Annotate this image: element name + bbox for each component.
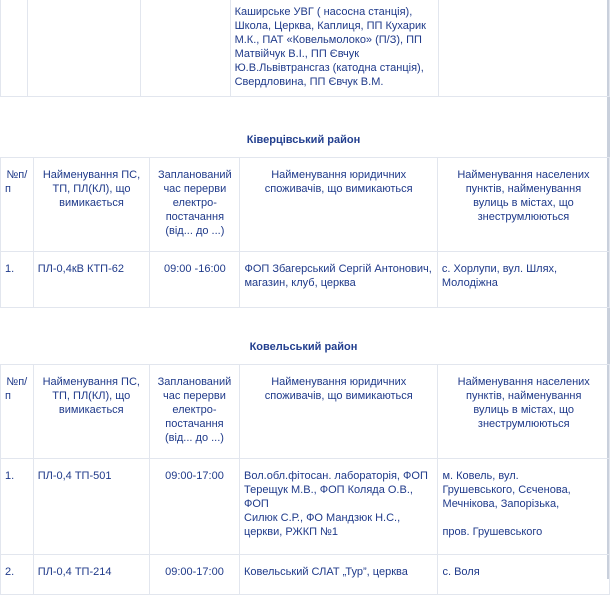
- header-num: №п/ п: [1, 158, 34, 252]
- header-num: №п/ п: [1, 365, 34, 459]
- row-consumers: Ковельський СЛАТ „Тур”, церква: [240, 555, 438, 595]
- row-name: ПЛ-0,4кВ КТП-62: [33, 252, 149, 308]
- district-title: Ківерцівський район: [246, 134, 361, 146]
- district-table: [0, 364, 610, 595]
- row-places: с. Воля: [438, 555, 610, 595]
- top-continuation-table: [0, 0, 610, 97]
- district-title: Ковельський район: [249, 341, 358, 353]
- header-name: Найменування ПС, ТП, ПЛ(КЛ), що вимикається: [33, 158, 149, 252]
- table-header-row: [1, 365, 610, 459]
- table-row: [1, 252, 610, 308]
- header-places: Найменування населених пунктів, найменування вулиць в містах, що знеструмлюються: [438, 365, 610, 459]
- row-time: 09:00 -16:00: [150, 252, 240, 308]
- header-places: Найменування населених пунктів, найменування вулиць в містах, що знеструмлюються: [437, 158, 609, 252]
- top-consumer-line: М.К., ПАТ «Ковельмолоко» (П/З), ПП: [234, 34, 422, 46]
- row-places: с. Хорлупи, вул. Шлях, Молодіжна: [437, 252, 609, 308]
- header-name: Найменування ПС, ТП, ПЛ(КЛ), що вимикається: [33, 365, 149, 459]
- row-places: м. Ковель, вул. Грушевського, Сєченова, Мечнікова, Запорізька, пров. Грушевського: [438, 459, 610, 555]
- table-header-row: [1, 158, 610, 252]
- header-time: Запланований час перерви електро- постачання (від... до ...): [149, 365, 239, 459]
- district-table: [0, 157, 610, 308]
- top-consumer-line: Матвійчук В.І., ПП Євчук: [234, 48, 360, 60]
- header-consumers: Найменування юридичних споживачів, що вимикаються: [240, 158, 437, 252]
- row-time: 09:00-17:00: [149, 555, 239, 595]
- table-row: [1, 459, 610, 555]
- divider: [0, 307, 607, 308]
- row-time: 09:00-17:00: [149, 459, 239, 555]
- table-row: [1, 555, 610, 595]
- row-name: ПЛ-0,4 ТП-501: [33, 459, 149, 555]
- row-num: 1.: [1, 252, 34, 308]
- row-num: 1.: [1, 459, 34, 555]
- header-time: Запланований час перерви електро- постачання (від... до ...): [150, 158, 240, 252]
- top-consumer-line: Ю.В.Львівтрансгаз (катодна станція),: [234, 62, 424, 74]
- top-consumer-line: Школа, Церква, Каплиця, ПП Кухарик: [234, 20, 426, 32]
- header-consumers: Найменування юридичних споживачів, що вимикаються: [240, 365, 438, 459]
- row-consumers: ФОП Збагерський Сергій Антонович, магазин, клуб, церква: [240, 252, 437, 308]
- row-num: 2.: [1, 555, 34, 595]
- row-name: ПЛ-0,4 ТП-214: [33, 555, 149, 595]
- top-consumer-line: Свердловина, ПП Євчук В.М.: [234, 76, 384, 88]
- top-consumers-cell: [230, 0, 438, 97]
- row-consumers: Вол.обл.фітосан. лабораторія, ФОП Терещук М.В., ФОП Коляда О.В., ФОП Силюк С.Р., ФО Мандзюк Н.С., церкви, РЖКП №1: [240, 459, 438, 555]
- top-consumer-line: Каширське УВГ ( насосна станція),: [234, 6, 413, 18]
